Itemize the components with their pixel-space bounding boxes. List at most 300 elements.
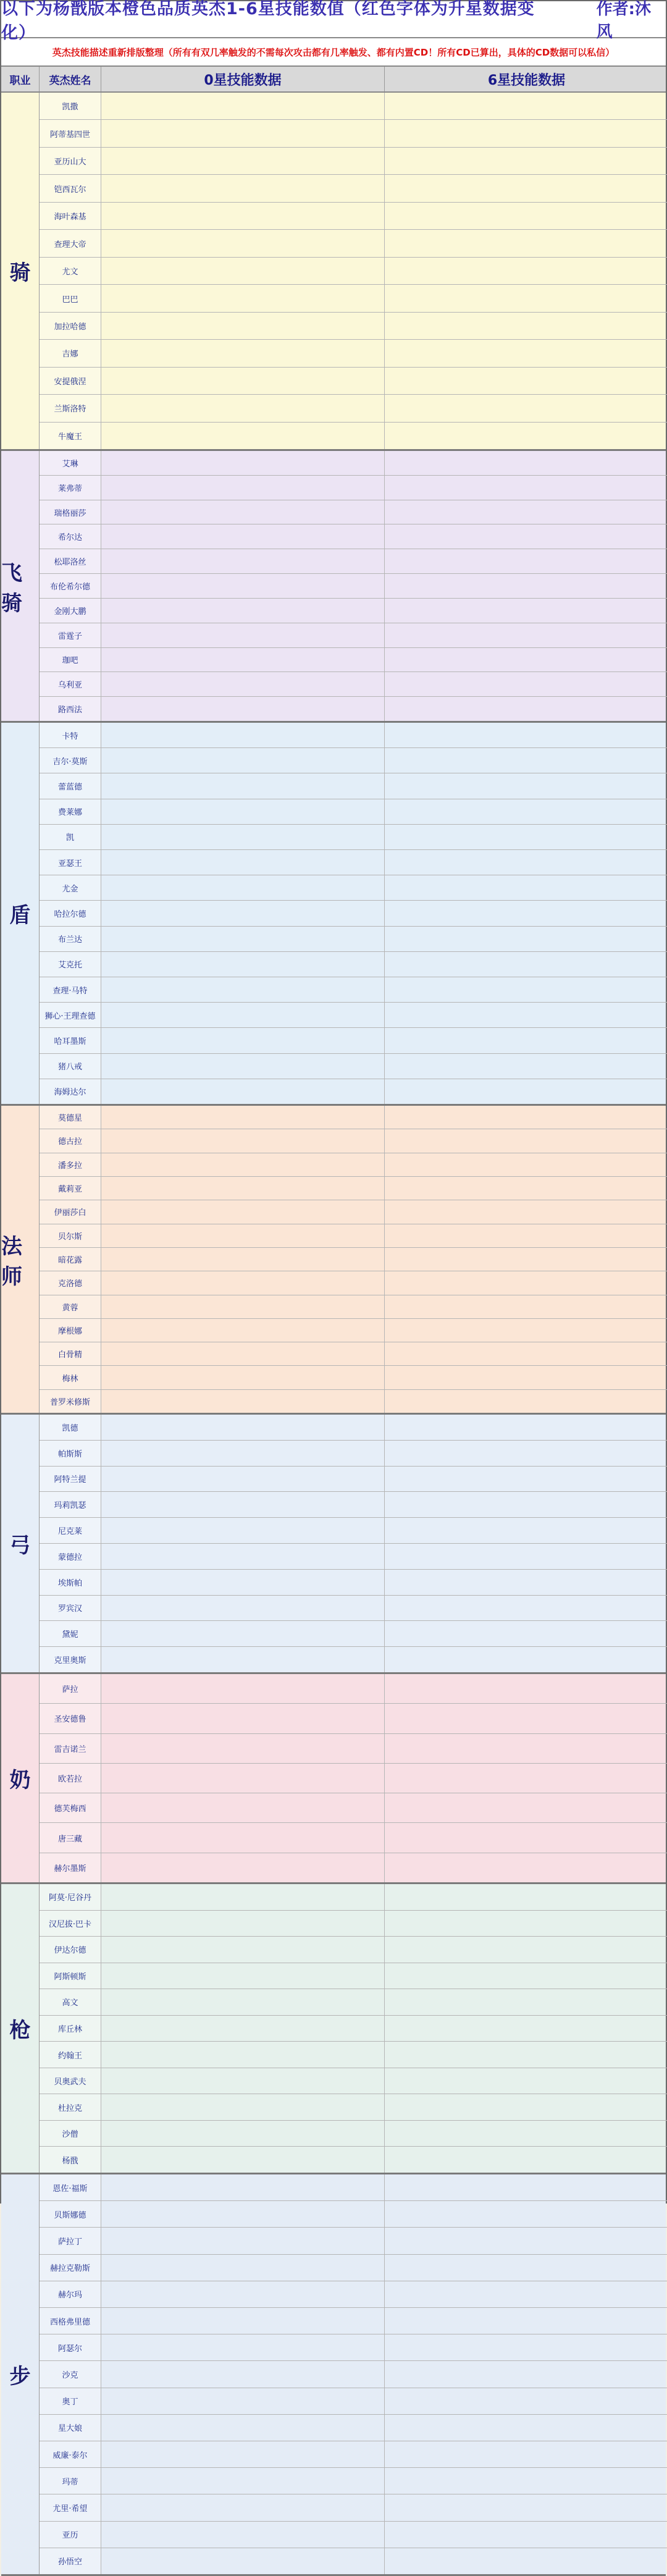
profession-label: 飞骑 xyxy=(1,451,40,721)
hero-name: 梅林 xyxy=(40,1366,101,1389)
skill-star0-cell xyxy=(101,175,385,201)
skill-star6-cell xyxy=(385,1054,667,1079)
hero-name: 艾琳 xyxy=(40,451,101,475)
hero-name: 雷吉诺兰 xyxy=(40,1734,101,1763)
skill-star0-cell xyxy=(101,672,385,696)
skill-star0-cell xyxy=(101,977,385,1002)
skill-star6-cell xyxy=(385,2308,667,2334)
table-row xyxy=(40,850,667,875)
table-row xyxy=(40,875,667,901)
skill-star6-cell xyxy=(385,825,667,849)
skill-star0-cell xyxy=(101,1129,385,1152)
hero-name: 查理大帝 xyxy=(40,230,101,256)
skill-star6-cell xyxy=(385,1518,667,1543)
skill-star0-cell xyxy=(101,524,385,549)
skill-star0-cell xyxy=(101,476,385,500)
skill-star0-cell xyxy=(101,1621,385,1646)
skill-star0-cell xyxy=(101,1884,385,1910)
skill-star6-cell xyxy=(385,1366,667,1389)
skill-star6-cell xyxy=(385,2468,667,2494)
skill-star0-cell xyxy=(101,2468,385,2494)
table-row xyxy=(40,1319,667,1342)
skill-star6-cell xyxy=(385,1295,667,1318)
table-row xyxy=(40,1390,667,1413)
table-row xyxy=(40,1647,667,1672)
table-row xyxy=(40,1028,667,1053)
table-row xyxy=(40,2228,667,2254)
skill-star6-cell xyxy=(385,1823,667,1852)
skill-star6-cell xyxy=(385,1596,667,1621)
profession-label: 枪 xyxy=(1,1884,40,2173)
hero-name: 亚历山大 xyxy=(40,148,101,174)
title-bar xyxy=(1,0,666,43)
table-row xyxy=(40,423,667,449)
table-row xyxy=(40,2308,667,2334)
skill-star0-cell xyxy=(101,850,385,875)
hero-name: 杨戬 xyxy=(40,2147,101,2173)
profession-group xyxy=(1,2174,666,2576)
hero-name: 哈拉尔德 xyxy=(40,901,101,925)
skill-star0-cell xyxy=(101,1704,385,1733)
author-credit: 作者:沐风 xyxy=(596,0,652,41)
table-row xyxy=(40,148,667,175)
table-row xyxy=(40,340,667,367)
table-row xyxy=(40,230,667,257)
hero-rows xyxy=(40,2174,667,2574)
table-row xyxy=(40,2334,667,2361)
skill-star6-cell xyxy=(385,648,667,672)
skill-star0-cell xyxy=(101,258,385,284)
table-row xyxy=(40,1106,667,1129)
hero-name: 奥丁 xyxy=(40,2388,101,2414)
skill-star6-cell xyxy=(385,1937,667,1963)
hero-name: 哈耳墨斯 xyxy=(40,1028,101,1053)
hero-rows xyxy=(40,1106,667,1413)
skill-star0-cell xyxy=(101,773,385,798)
skill-star0-cell xyxy=(101,2016,385,2042)
skill-star6-cell xyxy=(385,2388,667,2414)
skill-star0-cell xyxy=(101,2094,385,2120)
hero-name: 孙悟空 xyxy=(40,2548,101,2574)
hero-name: 萨拉 xyxy=(40,1674,101,1703)
skill-star6-cell xyxy=(385,1492,667,1517)
table-header xyxy=(1,67,666,93)
hero-name: 埃斯帕 xyxy=(40,1570,101,1595)
page-title: 以下为杨戬版本橙色品质英杰1-6星技能数值（红色字体为升星数据变化） xyxy=(1,0,535,43)
skill-star6-cell xyxy=(385,952,667,977)
table-row xyxy=(40,1003,667,1028)
skill-star6-cell xyxy=(385,1674,667,1703)
table-row xyxy=(40,2094,667,2121)
table-row xyxy=(40,648,667,673)
skill-star0-cell xyxy=(101,1937,385,1963)
table-row xyxy=(40,2522,667,2548)
table-row xyxy=(40,1271,667,1295)
hero-name: 汉尼拔·巴卡 xyxy=(40,1911,101,1937)
skill-star6-cell xyxy=(385,1963,667,1989)
table-row xyxy=(40,368,667,395)
hero-name: 威廉·泰尔 xyxy=(40,2441,101,2467)
hero-name: 沙克 xyxy=(40,2361,101,2387)
table-row xyxy=(40,799,667,825)
skill-star6-cell xyxy=(385,395,667,421)
table-row xyxy=(40,1853,667,1882)
skill-star6-cell xyxy=(385,901,667,925)
skill-star6-cell xyxy=(385,2494,667,2520)
skill-star6-cell xyxy=(385,148,667,174)
table-row xyxy=(40,574,667,599)
skill-star0-cell xyxy=(101,1079,385,1104)
skill-star6-cell xyxy=(385,1319,667,1342)
skill-star6-cell xyxy=(385,423,667,449)
skill-star6-cell xyxy=(385,1793,667,1822)
hero-name: 牛魔王 xyxy=(40,423,101,449)
table-row xyxy=(40,1704,667,1733)
hero-name: 杜拉克 xyxy=(40,2094,101,2120)
skill-star6-cell xyxy=(385,1704,667,1733)
skill-star6-cell xyxy=(385,1079,667,1104)
hero-name: 星大娘 xyxy=(40,2415,101,2441)
skill-star6-cell xyxy=(385,1153,667,1176)
hero-name: 库丘林 xyxy=(40,2016,101,2042)
header-hero-name: 英杰姓名 xyxy=(40,67,101,91)
skill-star0-cell xyxy=(101,1342,385,1365)
header-star6: 6星技能数据 xyxy=(487,72,566,88)
skill-star6-cell xyxy=(385,1342,667,1365)
hero-name: 唐三藏 xyxy=(40,1823,101,1852)
table-row xyxy=(40,1200,667,1224)
skill-star0-cell xyxy=(101,1467,385,1492)
table-row xyxy=(40,1342,667,1366)
skill-star6-cell xyxy=(385,258,667,284)
skill-star0-cell xyxy=(101,368,385,394)
hero-name: 沙僧 xyxy=(40,2121,101,2147)
hero-name: 阿莫·尼谷丹 xyxy=(40,1884,101,1910)
hero-name: 阿瑟尔 xyxy=(40,2334,101,2360)
table-row xyxy=(40,2042,667,2068)
skill-star0-cell xyxy=(101,2255,385,2281)
hero-rows xyxy=(40,1415,667,1672)
header-star0: 0星技能数据 xyxy=(101,67,385,91)
skill-star0-cell xyxy=(101,93,385,119)
hero-name: 金刚大鹏 xyxy=(40,599,101,623)
table-row xyxy=(40,1129,667,1153)
hero-name: 海叶森基 xyxy=(40,203,101,229)
skill-star6-cell xyxy=(385,799,667,824)
table-row xyxy=(40,1079,667,1104)
hero-name: 恩佐·福斯 xyxy=(40,2174,101,2200)
skill-star0-cell xyxy=(101,2147,385,2173)
hero-name: 布兰达 xyxy=(40,927,101,951)
skill-star0-cell xyxy=(101,1674,385,1703)
table-row xyxy=(40,2441,667,2468)
skill-star6-cell xyxy=(385,2255,667,2281)
hero-name: 戴莉亚 xyxy=(40,1177,101,1200)
skill-star0-cell xyxy=(101,2441,385,2467)
hero-name: 吉尔·莫斯 xyxy=(40,748,101,773)
skill-star0-cell xyxy=(101,1853,385,1882)
skill-star0-cell xyxy=(101,2361,385,2387)
skill-star0-cell xyxy=(101,2308,385,2334)
hero-name: 松耶洛丝 xyxy=(40,549,101,573)
table-row xyxy=(40,1415,667,1441)
skill-star0-cell xyxy=(101,1596,385,1621)
skill-star0-cell xyxy=(101,1319,385,1342)
table-row xyxy=(40,2494,667,2521)
profession-group xyxy=(1,1106,666,1415)
skill-star0-cell xyxy=(101,2388,385,2414)
skill-star6-cell xyxy=(385,599,667,623)
skill-star6-cell xyxy=(385,175,667,201)
skill-star6-cell xyxy=(385,340,667,366)
table-row xyxy=(40,2468,667,2494)
hero-name: 凯德 xyxy=(40,1415,101,1440)
table-row xyxy=(40,623,667,648)
hero-name: 圣安德鲁 xyxy=(40,1704,101,1733)
skill-star6-cell xyxy=(385,1248,667,1271)
hero-name: 暗花露 xyxy=(40,1248,101,1271)
hero-name: 黄蓉 xyxy=(40,1295,101,1318)
skill-star6-cell xyxy=(385,2174,667,2200)
profession-label: 奶 xyxy=(1,1674,40,1882)
skill-star0-cell xyxy=(101,1415,385,1440)
table-row xyxy=(40,1596,667,1622)
skill-star0-cell xyxy=(101,1518,385,1543)
table-row xyxy=(40,1621,667,1647)
skill-star6-cell xyxy=(385,1028,667,1053)
table-row xyxy=(40,773,667,799)
hero-rows xyxy=(40,723,667,1104)
skill-star0-cell xyxy=(101,500,385,524)
hero-name: 凯 xyxy=(40,825,101,849)
table-row xyxy=(40,2548,667,2574)
skill-star6-cell xyxy=(385,451,667,475)
skill-star6-cell xyxy=(385,1853,667,1882)
skill-star6-cell xyxy=(385,203,667,229)
table-row xyxy=(40,2121,667,2147)
skill-star6-cell xyxy=(385,2147,667,2173)
hero-name: 尤金 xyxy=(40,875,101,900)
table-row xyxy=(40,1963,667,1990)
hero-rows xyxy=(40,1884,667,2173)
hero-name: 海姆达尔 xyxy=(40,1079,101,1104)
table-row xyxy=(40,2201,667,2228)
skill-star6-cell xyxy=(385,230,667,256)
skill-star0-cell xyxy=(101,1734,385,1763)
table-row xyxy=(40,1054,667,1079)
skill-star0-cell xyxy=(101,230,385,256)
table-row xyxy=(40,748,667,773)
skill-star0-cell xyxy=(101,2201,385,2227)
hero-name: 萨拉丁 xyxy=(40,2228,101,2254)
table-row xyxy=(40,599,667,623)
skill-star6-cell xyxy=(385,2415,667,2441)
skill-star6-cell xyxy=(385,2094,667,2120)
profession-group xyxy=(1,1415,666,1674)
skill-star0-cell xyxy=(101,395,385,421)
table-row xyxy=(40,1224,667,1248)
skill-star0-cell xyxy=(101,1028,385,1053)
table-row xyxy=(40,2415,667,2441)
hero-name: 贝尔斯 xyxy=(40,1224,101,1247)
skill-star6-cell xyxy=(385,2121,667,2147)
hero-name: 克洛德 xyxy=(40,1271,101,1294)
table-row xyxy=(40,451,667,476)
hero-name: 蒙德拉 xyxy=(40,1544,101,1569)
hero-name: 贝斯娜德 xyxy=(40,2201,101,2227)
table-row xyxy=(40,1153,667,1177)
hero-name: 阿斯顿斯 xyxy=(40,1963,101,1989)
table-row xyxy=(40,1823,667,1853)
table-row xyxy=(40,1570,667,1596)
profession-label: 弓 xyxy=(1,1415,40,1672)
skill-star6-cell xyxy=(385,1884,667,1910)
table-row xyxy=(40,2388,667,2415)
hero-name: 巴巴 xyxy=(40,285,101,311)
table-row xyxy=(40,1518,667,1544)
skill-star0-cell xyxy=(101,1295,385,1318)
profession-group xyxy=(1,451,666,723)
table-row xyxy=(40,1884,667,1911)
hero-name: 西格弗里德 xyxy=(40,2308,101,2334)
table-row xyxy=(40,524,667,549)
table-row xyxy=(40,1177,667,1200)
skill-star6-cell xyxy=(385,1390,667,1413)
hero-name: 兰斯洛特 xyxy=(40,395,101,421)
hero-name: 赫拉克勒斯 xyxy=(40,2255,101,2281)
hero-name: 费莱娜 xyxy=(40,799,101,824)
hero-name: 路西法 xyxy=(40,697,101,721)
hero-name: 蕾蓝德 xyxy=(40,773,101,798)
table-row xyxy=(40,2281,667,2308)
hero-name: 伊达尔德 xyxy=(40,1937,101,1963)
hero-name: 亚历 xyxy=(40,2522,101,2548)
skill-star6-cell xyxy=(385,927,667,951)
hero-name: 艾克托 xyxy=(40,952,101,977)
skill-star0-cell xyxy=(101,2228,385,2254)
profession-label: 盾 xyxy=(1,723,40,1104)
skill-star0-cell xyxy=(101,148,385,174)
skill-star0-cell xyxy=(101,2174,385,2200)
profession-group xyxy=(1,723,666,1106)
table-row xyxy=(40,1674,667,1704)
hero-rows xyxy=(40,93,667,449)
skill-star0-cell xyxy=(101,313,385,339)
skill-star0-cell xyxy=(101,1106,385,1129)
skill-star6-cell xyxy=(385,1106,667,1129)
table-row xyxy=(40,2147,667,2173)
table-row xyxy=(40,1441,667,1467)
skill-star6-cell xyxy=(385,368,667,394)
hero-name: 安提俄涅 xyxy=(40,368,101,394)
table-row xyxy=(40,2068,667,2095)
table-row xyxy=(40,93,667,120)
header-profession: 职业 xyxy=(1,67,40,91)
skill-star0-cell xyxy=(101,1366,385,1389)
skill-star6-cell xyxy=(385,500,667,524)
table-row xyxy=(40,901,667,926)
skill-star0-cell xyxy=(101,1441,385,1466)
hero-name: 黛妮 xyxy=(40,1621,101,1646)
skill-star6-cell xyxy=(385,1129,667,1152)
hero-rows xyxy=(40,451,667,721)
skill-star0-cell xyxy=(101,2415,385,2441)
hero-name: 莫德星 xyxy=(40,1106,101,1129)
skill-star0-cell xyxy=(101,927,385,951)
hero-name: 雷霆子 xyxy=(40,623,101,647)
skill-star0-cell xyxy=(101,2042,385,2068)
table-row xyxy=(40,549,667,574)
skill-star6-cell xyxy=(385,1441,667,1466)
hero-name: 尼克莱 xyxy=(40,1518,101,1543)
skill-star6-cell xyxy=(385,1621,667,1646)
hero-name: 约翰王 xyxy=(40,2042,101,2068)
table-row xyxy=(40,1366,667,1389)
profession-group xyxy=(1,93,666,451)
skill-star0-cell xyxy=(101,799,385,824)
table-row xyxy=(40,500,667,525)
skill-star6-cell xyxy=(385,2042,667,2068)
skill-star0-cell xyxy=(101,1003,385,1027)
hero-name: 贝奥武夫 xyxy=(40,2068,101,2094)
table-row xyxy=(40,2016,667,2042)
skill-star6-cell xyxy=(385,1177,667,1200)
skill-star6-cell xyxy=(385,1003,667,1027)
skill-star0-cell xyxy=(101,825,385,849)
table-row xyxy=(40,476,667,500)
skill-star6-cell xyxy=(385,476,667,500)
profession-label: 步 xyxy=(1,2174,40,2574)
skill-star0-cell xyxy=(101,1390,385,1413)
skill-star0-cell xyxy=(101,2281,385,2307)
table-row xyxy=(40,2255,667,2281)
hero-name: 加拉哈德 xyxy=(40,313,101,339)
skill-star0-cell xyxy=(101,1492,385,1517)
hero-name: 凯撒 xyxy=(40,93,101,119)
hero-name: 玛莉凯瑟 xyxy=(40,1492,101,1517)
hero-name: 猪八戒 xyxy=(40,1054,101,1079)
skill-star6-cell xyxy=(385,1911,667,1937)
hero-name: 欧若拉 xyxy=(40,1764,101,1793)
hero-rows xyxy=(40,1674,667,1882)
skill-star6-cell xyxy=(385,2361,667,2387)
skill-star6-cell xyxy=(385,1647,667,1672)
skill-star0-cell xyxy=(101,1989,385,2015)
skill-star0-cell xyxy=(101,723,385,747)
table-row xyxy=(40,2361,667,2388)
table-row xyxy=(40,175,667,202)
table-row xyxy=(40,697,667,721)
hero-name: 珈吧 xyxy=(40,648,101,672)
hero-name: 赫尔墨斯 xyxy=(40,1853,101,1882)
hero-name: 德芙梅西 xyxy=(40,1793,101,1822)
skill-star6-cell xyxy=(385,1764,667,1793)
hero-name: 玛蒂 xyxy=(40,2468,101,2494)
hero-name: 克里奥斯 xyxy=(40,1647,101,1672)
profession-group xyxy=(1,1674,666,1884)
table-row xyxy=(40,1248,667,1271)
skill-star0-cell xyxy=(101,2494,385,2520)
skill-star6-cell xyxy=(385,1415,667,1440)
skill-star0-cell xyxy=(101,120,385,146)
table-row xyxy=(40,825,667,850)
skill-star6-cell xyxy=(385,2522,667,2548)
hero-name: 伊丽莎白 xyxy=(40,1200,101,1223)
skill-star0-cell xyxy=(101,2334,385,2360)
hero-name: 白骨精 xyxy=(40,1342,101,1365)
skill-star6-cell xyxy=(385,2228,667,2254)
table-row xyxy=(40,952,667,977)
